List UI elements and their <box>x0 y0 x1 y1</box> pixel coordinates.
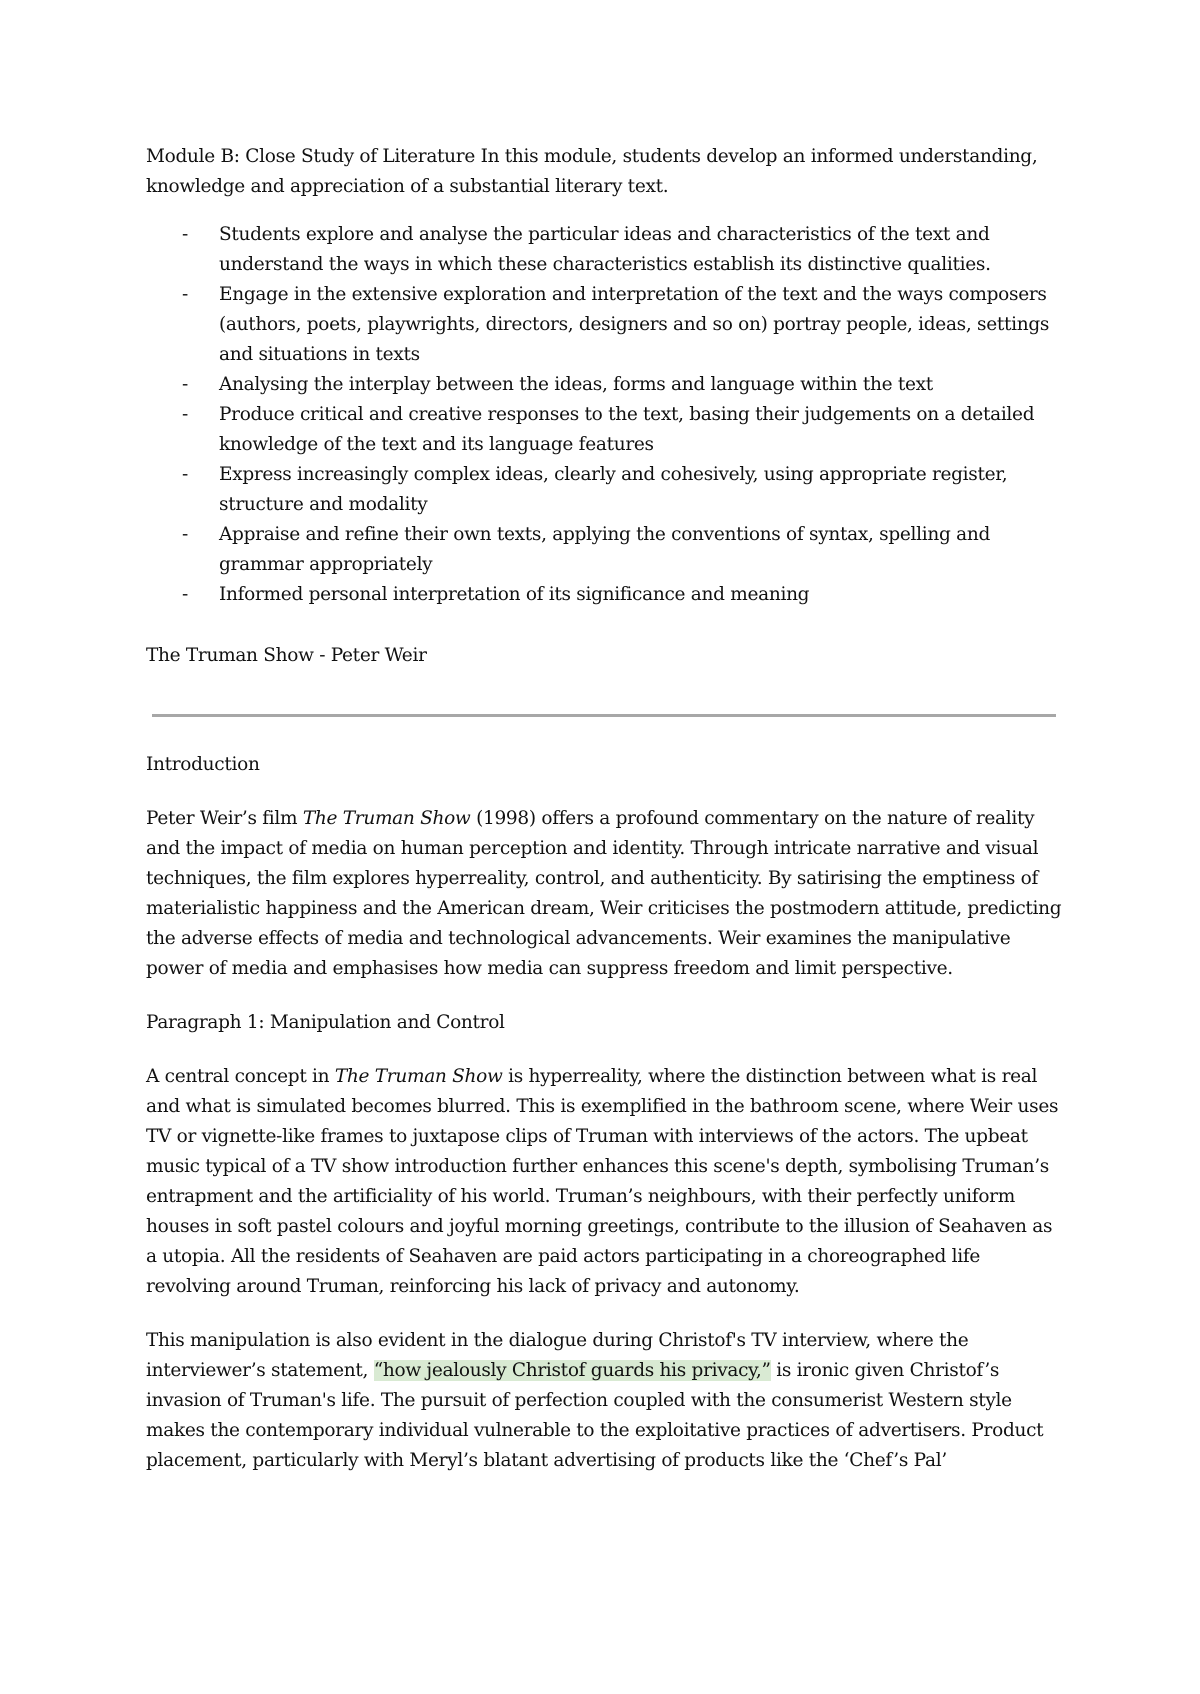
intro-text-rest: (1998) offers a profound commentary on the nature of reality and the impact of media on human perception and identity. Through intricate narrative and visual techniques, the film explores hyperreality, control, and authenticity. By satirising the emptiness of materialistic happiness and the American dream, Weir criticises the postmodern attitude, predicting the adverse effects of media and technological advancements. Weir examines the manipulative power of media and emphasises how media can suppress freedom and limit perspective. <box>146 808 1062 979</box>
film-title: The Truman Show <box>302 808 471 829</box>
objectives-list <box>146 220 1066 610</box>
objective-item: - Students explore and analyse the particular ideas and characteristics of the text and understand the ways in which these characteristics establish its distinctive qualities. <box>146 220 1066 280</box>
text-title: The Truman Show - Peter Weir <box>146 645 427 666</box>
horizontal-rule <box>152 714 1056 717</box>
document-page <box>146 142 1066 1476</box>
objective-item: - Appraise and refine their own texts, applying the conventions of syntax, spelling and grammar appropriately <box>146 520 1066 580</box>
objective-item: - Informed personal interpretation of its significance and meaning <box>146 580 1066 610</box>
p1-text-start: A central concept in <box>146 1066 335 1087</box>
objective-item: - Produce critical and creative responses to the text, basing their judgements on a detailed knowledge of the text and its language features <box>146 400 1066 460</box>
paragraph1-heading: Paragraph 1: Manipulation and Control <box>146 1012 505 1033</box>
introduction-heading: Introduction <box>146 754 260 775</box>
highlighted-quote: “how jealously Christof guards his privacy,” <box>373 1360 771 1381</box>
p2-text-start: This manipulation is also evident in the dialogue during Christof's TV interview, where the interviewer’s statement, <box>146 1330 969 1381</box>
objective-item: - Analysing the interplay between the ideas, forms and language within the text <box>146 370 1066 400</box>
p1-text-rest: is hyperreality, where the distinction between what is real and what is simulated becomes blurred. This is exemplified in the bathroom scene, where Weir uses TV or vignette-like frames to juxtapose clips of Truman with interviews of the actors. The upbeat music typical of a TV show introduction further enhances this scene's depth, symbolising Truman’s entrapment and the artificiality of his world. Truman’s neighbours, with their perfectly uniform houses in soft pastel colours and joyful morning greetings, contribute to the illusion of Seahaven as a utopia. All the residents of Seahaven are paid actors participating in a choreographed life revolving around Truman, reinforcing his lack of privacy and autonomy. <box>146 1066 1059 1297</box>
paragraph2-body <box>146 1326 1066 1476</box>
objective-item: - Express increasingly complex ideas, clearly and cohesively, using appropriate register, structure and modality <box>146 460 1066 520</box>
objective-item: - Engage in the extensive exploration and interpretation of the text and the ways composers (authors, poets, playwrights, directors, designers and so on) portray people, ideas, settings and situations in texts <box>146 280 1066 370</box>
introduction-paragraph <box>146 804 1066 984</box>
p2-text-rest: is ironic given Christof’s invasion of Truman's life. The pursuit of perfection coupled with the consumerist Western style makes the contemporary individual vulnerable to the exploitative practices of advertisers. Product placement, particularly with Meryl’s blatant advertising of products like the ‘Chef’s Pal’ <box>146 1360 1044 1471</box>
intro-text-start: Peter Weir’s film <box>146 808 303 829</box>
film-title: The Truman Show <box>334 1066 503 1087</box>
module-intro: Module B: Close Study of Literature In this module, students develop an informed understanding, knowledge and appreciation of a substantial literary text. <box>146 146 1038 197</box>
paragraph1-body <box>146 1062 1066 1302</box>
